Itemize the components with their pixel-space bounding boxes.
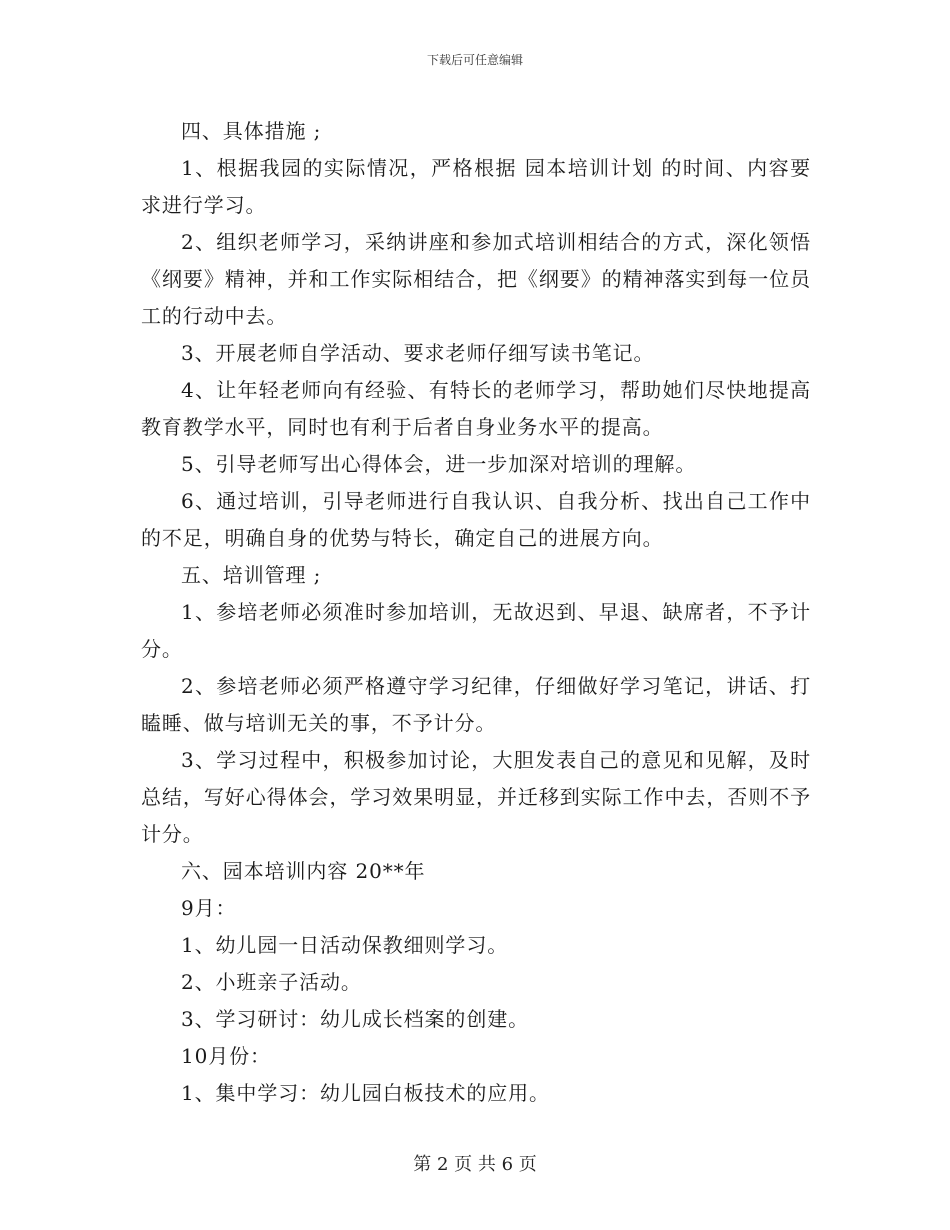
paragraph: 4、让年轻老师向有经验、有特长的老师学习，帮助她们尽快地提高教育教学水平，同时也有利于后者自身业务水平的提高。 xyxy=(141,378,811,439)
paragraph: 3、开展老师自学活动、要求老师仔细写读书笔记。 xyxy=(181,341,655,365)
month-heading: 10月份： xyxy=(181,1044,271,1068)
document-body xyxy=(141,113,811,1112)
section-heading-content: 六、园本培训内容 20**年 xyxy=(181,859,426,883)
month-heading: 9月： xyxy=(181,896,237,920)
section-heading-management: 五、培训管理 ; xyxy=(181,563,322,587)
page-header: 下载后可任意编辑 xyxy=(426,53,523,67)
page-number: 第 2 页 共 6 页 xyxy=(413,1154,537,1175)
list-item: 1、幼儿园一日活动保教细则学习。 xyxy=(181,933,509,957)
paragraph: 6、通过培训，引导老师进行自我认识、自我分析、找出自己工作中的不足，明确自身的优势与特长，确定自己的进展方向。 xyxy=(141,489,811,550)
list-item: 1、集中学习：幼儿园白板技术的应用。 xyxy=(181,1081,550,1105)
paragraph: 1、参培老师必须准时参加培训，无故迟到、早退、缺席者，不予计分。 xyxy=(141,600,811,661)
paragraph: 2、组织老师学习，采纳讲座和参加式培训相结合的方式，深化领悟《纲要》精神，并和工作实际相结合，把《纲要》的精神落实到每一位员工的行动中去。 xyxy=(141,230,811,328)
list-item: 2、小班亲子活动。 xyxy=(181,970,362,994)
paragraph: 3、学习过程中，积极参加讨论，大胆发表自己的意见和见解，及时总结，写好心得体会，学习效果明显，并迁移到实际工作中去，否则不予计分。 xyxy=(141,748,811,846)
paragraph: 5、引导老师写出心得体会，进一步加深对培训的理解。 xyxy=(181,452,697,476)
list-item: 3、学习研讨：幼儿成长档案的创建。 xyxy=(181,1007,530,1031)
section-heading-measures: 四、具体措施 ; xyxy=(181,119,322,143)
paragraph: 1、根据我园的实际情况，严格根据 园本培训计划 的时间、内容要求进行学习。 xyxy=(141,156,811,217)
paragraph: 2、参培老师必须严格遵守学习纪律，仔细做好学习笔记，讲话、打瞌睡、做与培训无关的事，不予计分。 xyxy=(141,674,811,735)
